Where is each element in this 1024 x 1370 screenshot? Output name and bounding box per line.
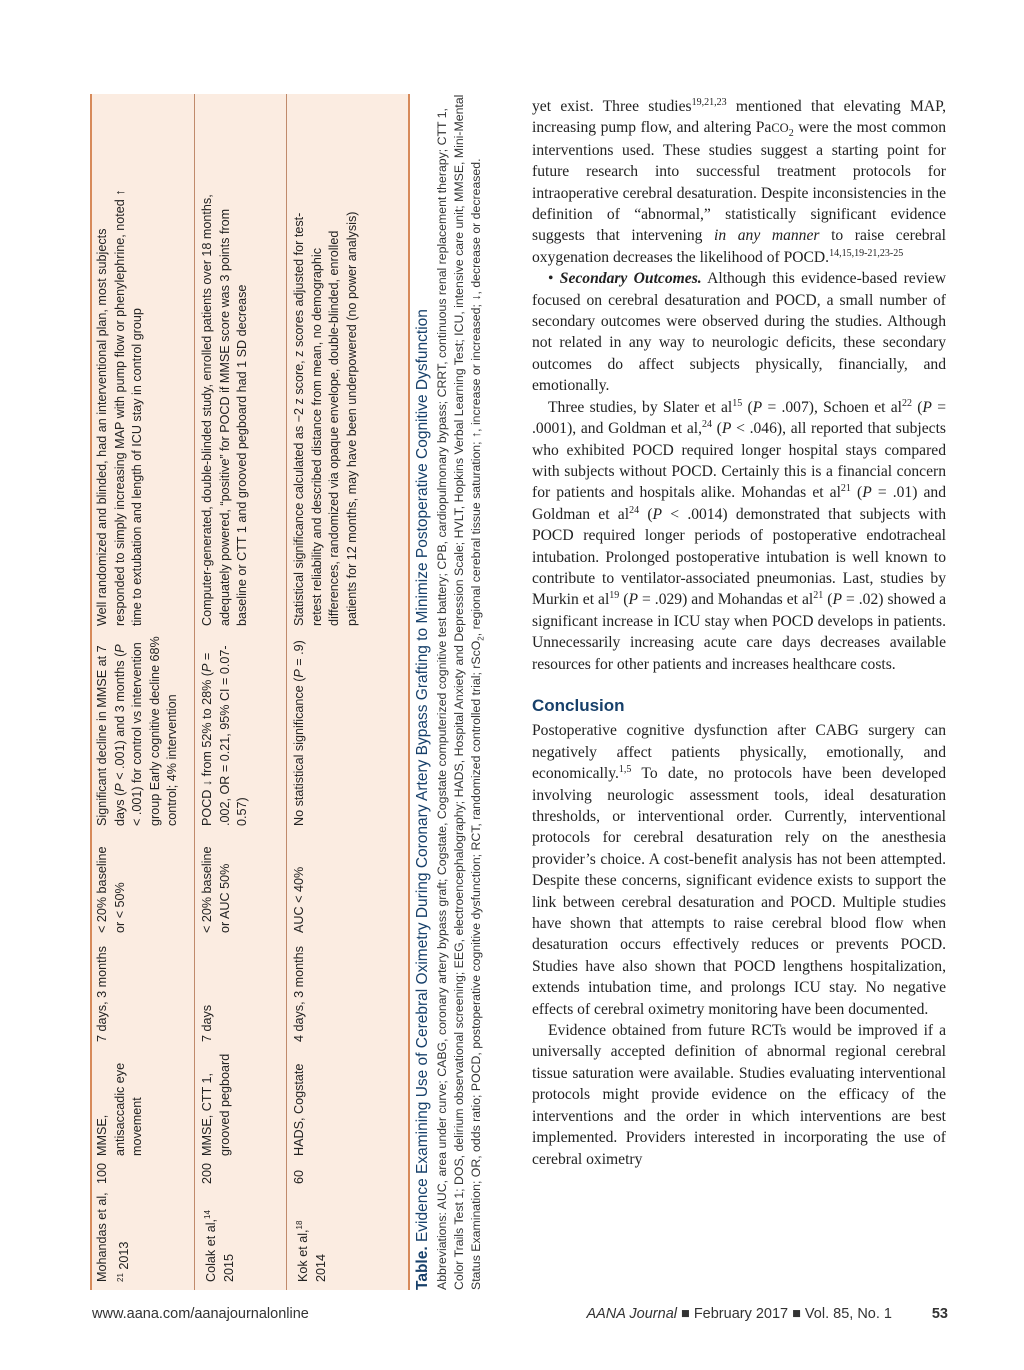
- result-cell: No statistical significance (P = .9): [292, 640, 306, 826]
- paragraph: Evidence obtained from future RCTs would be improved if a universally accepted definition of abnormal regional cerebral tissue saturation were available. Studies evaluating interventional protocols might provide evidence on the efficacy of the interventions and the order in which interventions are best implemented. Providers interested in incorporating the use of cerebral oximetry: [532, 1022, 946, 1168]
- body-column: [532, 96, 946, 1170]
- study-cell: Mohandas et al, $^{21}$ 2013: [95, 1192, 131, 1282]
- threshold-cell: < 20% baseline or < 50%: [95, 846, 127, 933]
- page-number: 53: [931, 1306, 948, 1322]
- threshold-cell: AUC < 40%: [292, 866, 306, 933]
- comments-cell: Well randomized and blinded, had an interventional plan, most subjects responded to simply increasing MAP with pump flow or phenylephrine, noted ↑ time to extubation and length of ICU stay in control group: [95, 189, 144, 626]
- journal-citation: AANA Journal ■ February 2017 ■ Vol. 85, No. 1: [586, 1306, 892, 1322]
- table-row: [90, 94, 194, 1290]
- tests-cell: HADS, Cogstate: [292, 1063, 306, 1156]
- paragraph: Postoperative cognitive dysfunction after CABG surgery can negatively affect patients physically, emotionally, and economically.$^{1,5}$ To date, no protocols have been developed involving neurologic assessment tools, ideal desaturation thresholds, or interventional order. Currently, interventional protocols for cerebral desaturation rely on the anesthesia provider’s choice. A cost-benefit analysis has not been attempted. Despite these concerns, significant evidence exists to support the link between cerebral desaturation and POCD. Multiple studies have shown that attempts to raise cerebral blood flow when desaturation occurs effectively reduces or prevents POCD. Studies have also shown that POCD lengthens hospitalization, extends intubation time, and prolongs ICU stay. No negative effects of cerebral oximetry monitoring have been documented.: [532, 722, 946, 1018]
- caption-title: Table. Evidence Examining Use of Cerebral Oximetry During Coronary Artery Bypass Grafting to Minimize Postoperative Cognitive Dysfunction: [414, 309, 431, 1290]
- table-row: [286, 94, 410, 1290]
- paragraph: Three studies, by Slater et $al^{15}$ (P = .007), Schoen et $al^{22}$ (P = .0001), and Goldman et al,$^{24}$ (P < .046), all reported that subjects who exhibited POCD required longer hospital stays compared with subjects without POCD. Certainly this is a financial concern for patients and hospitals alike. Mohandas et $al^{21}$ (P = .01) and Goldman et $al^{24}$ (P < .0014) demonstrated that subjects with POCD required longer periods of postoperative endotracheal intubation. Prolonged postoperative intubation is well known to contribute to ventilator-associated pneumonias. Last, studies by Murkin et $al^{19}$ (P = .029) and Mohandas et $al^{21}$ (P = .02) showed a significant increase in ICU stay when POCD develops in patients. Unnecessarily increasing acute care days decreases available resources for other patients and increases healthcare costs.: [532, 397, 947, 673]
- timing-cell: 7 days, 3 months: [95, 946, 109, 1042]
- paragraph: yet exist. Three studies$^{19,21,23}$ mentioned that elevating MAP, increasing pump flow, and altering PaCO$_2$ were the most common interventions used. These studies suggest a starting point for future research into successful treatment protocols for intraoperative cerebral desaturation. Despite inconsistencies in the definition of “abnormal,” statistically significant evidence suggests that intervening in any manner to raise cerebral oxygenation decreases the likelihood of POCD.$^{14,15,19-21,23-25}$: [532, 96, 947, 266]
- evidence-table: [90, 94, 410, 1290]
- caption-abbreviations: Abbreviations: AUC, area under curve; CABG, coronary artery bypass graft; Cogstate, Cogstate computerized cognitive test battery; CPB, cardiopulmonary bypass; CRRT, continuous renal replacement therapy; CTT 1, Color Trails Test 1; DOS, delirium observational screening; EEG, electroencephalography; HADS, Hospital Anxiety and Depression Scale; HVLT, Hopkins Verbal Learning Test; ICU, intensive care unit; MMSE, Mini-Mental Status Examination; OR, odds ratio; POCD, postoperative cognitive dysfunction; RCT, randomized controlled trial; rScO$_2$, regional cerebral tissue saturation; ↑, increase or increased; ↓, decrease or decreased.: [435, 94, 486, 1290]
- table-caption: [412, 94, 502, 1290]
- threshold-cell: < 20% baseline or AUC 50%: [200, 846, 232, 933]
- study-cell: Kok et al,$^{18}$ 2014: [295, 1220, 328, 1282]
- n-cell: 200: [200, 1162, 214, 1184]
- result-cell: Significant decline in MMSE at 7 days (P < .001) and 3 months (P < .001) for control vs intervention group Early cognitive decline 68% control; 4% intervention: [95, 636, 179, 826]
- conclusion-heading: Conclusion: [532, 695, 625, 715]
- journal-url[interactable]: www.aana.com/aanajournalonline: [92, 1306, 309, 1322]
- tests-cell: MMSE, CTT 1, grooved pegboard: [200, 1053, 232, 1156]
- paragraph: • Secondary Outcomes. Although this evidence-based review focused on cerebral desaturation and POCD, a small number of secondary outcomes were observed during the studies. Although not related in any way to neurologic deficits, these secondary outcomes do affect subjects physically, financially, and emotionally.: [532, 270, 947, 395]
- comments-cell: Computer-generated, double-blinded study, enrolled patients over 18 months, adequately powered, “positive” for POCD if MMSE score was 3 points from baseline or CTT 1 and grooved pegboard had 1 SD decrease: [200, 194, 249, 626]
- timing-cell: 4 days, 3 months: [292, 946, 306, 1042]
- tests-cell: MMSE, antisaccadic eye movement: [95, 1062, 144, 1156]
- comments-cell: Statistical significance calculated as −2 z score, z scores adjusted for test-retest reliability and described distance from mean, no demographic differences, randomized via opaque envelope, double-blinded, enrolled patients for 12 months, may have been underpowered (no power analysis): [292, 211, 359, 626]
- n-cell: 60: [292, 1169, 306, 1184]
- n-cell: 100: [95, 1162, 109, 1184]
- timing-cell: 7 days: [200, 1004, 214, 1042]
- result-cell: POCD ↓ from 52% to 28% (P = .002, OR = 0.21, 95% CI = 0.07-0.57): [200, 645, 249, 826]
- study-cell: Colak et al,$^{14}$ 2015: [203, 1210, 236, 1282]
- table-row: [194, 94, 286, 1290]
- page-footer: [92, 1306, 948, 1328]
